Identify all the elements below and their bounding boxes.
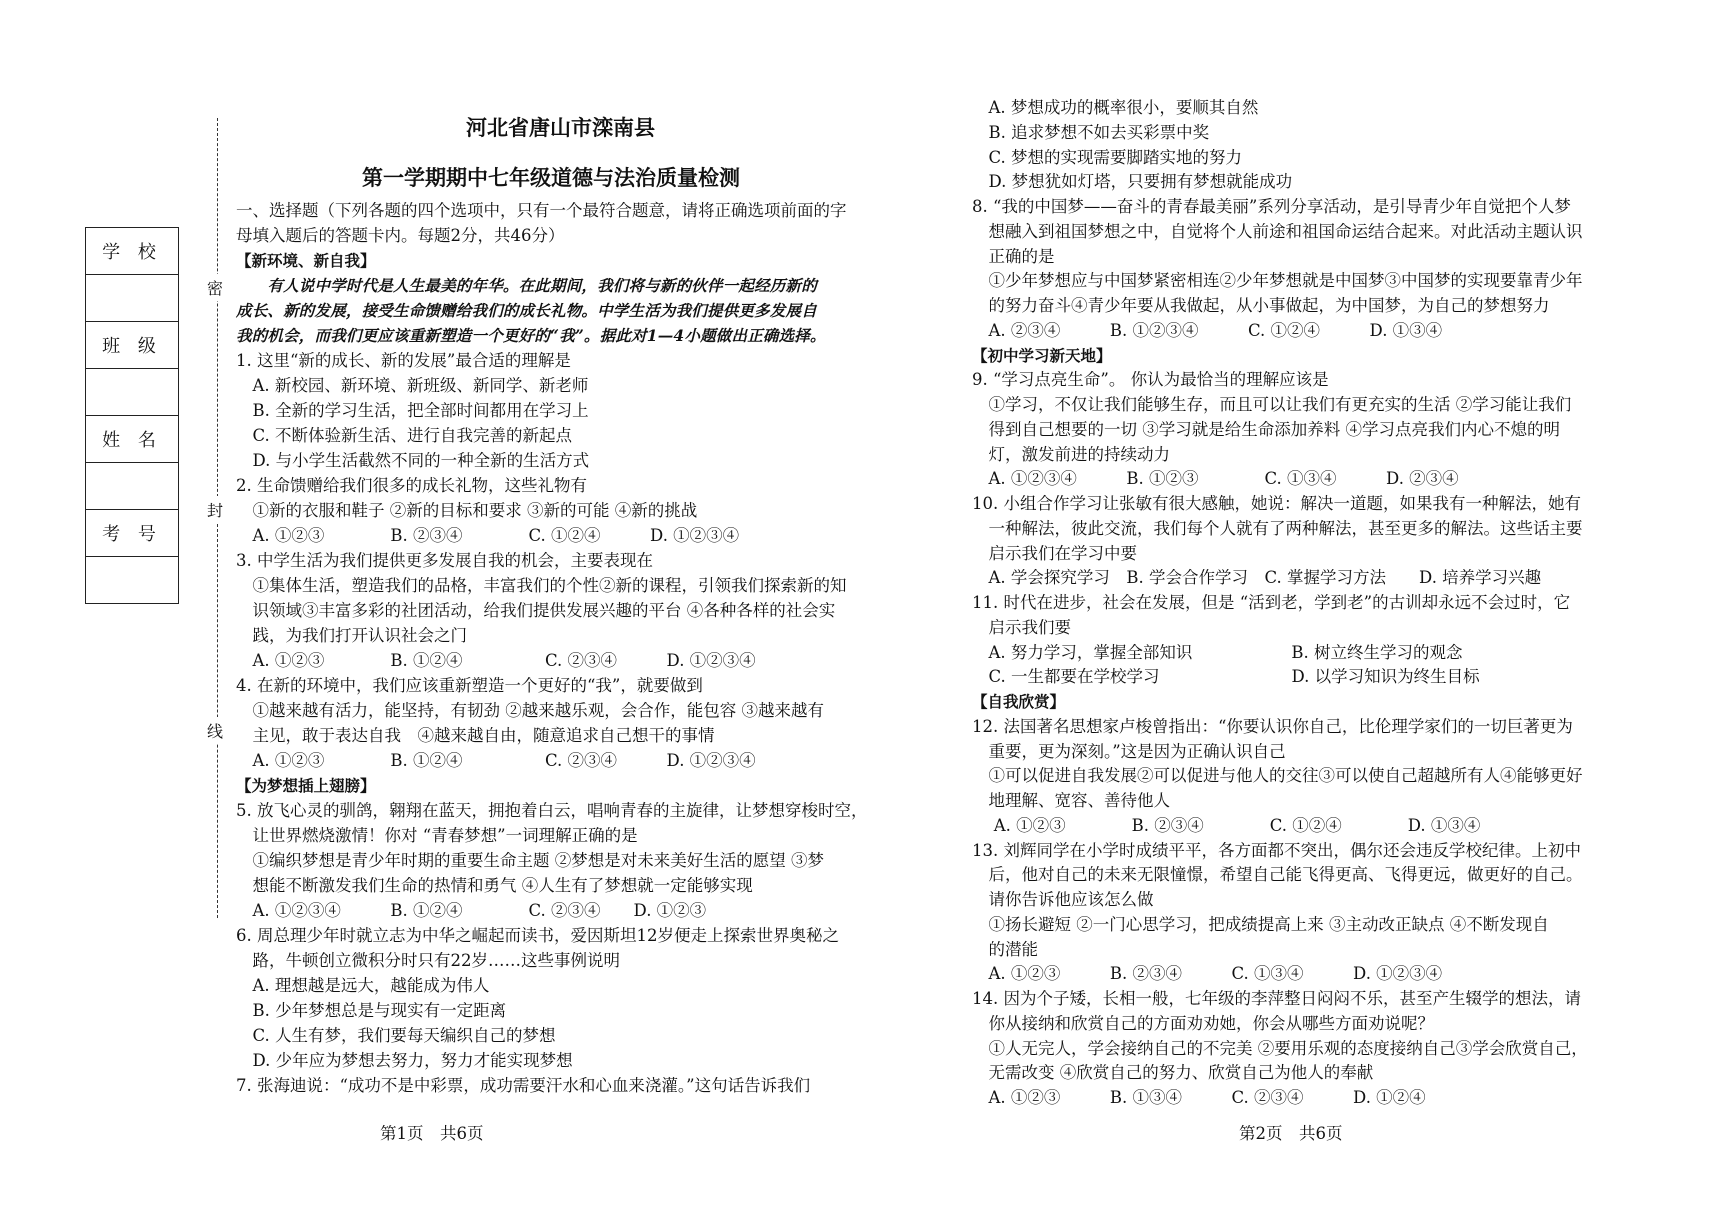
left-text-line: 5. 放飞心灵的驯鸽，翱翔在蓝天，拥抱着白云，唱响青春的主旋律，让梦想穿梭时空， xyxy=(236,801,868,820)
seal-char-xian: 线 xyxy=(207,717,223,744)
right-text-line: A. ①②③④ B. ①②③ C. ①③④ D. ②③④ xyxy=(972,469,1459,489)
left-text-line: 践，为我们打开认识社会之门 xyxy=(236,626,467,645)
info-cell-id-label: 考 号 xyxy=(86,510,178,557)
left-text-line: 我的机会，而我们更应该重新塑造一个更好的“我”。据此对1—4小题做出正确选择。 xyxy=(236,326,826,345)
left-text-line: A. 新校园、新环境、新班级、新同学、新老师 xyxy=(236,376,589,395)
right-text-line: 【自我欣赏】 xyxy=(972,693,1066,711)
left-text-line: C. 不断体验新生活、进行自我完善的新起点 xyxy=(236,426,573,445)
right-text-line: ①扬长避短 ②一门心思学习，把成绩提高上来 ③主动改正缺点 ④不断发现自 xyxy=(972,914,1549,934)
left-text-line: 让世界燃烧激情！你对 “青春梦想”一词理解正确的是 xyxy=(236,826,638,845)
left-text-line: C. 人生有梦，我们要每天编织自己的梦想 xyxy=(236,1026,556,1045)
right-text-line: C. 梦想的实现需要脚踏实地的努力 xyxy=(972,147,1243,167)
right-text-line: A. 梦想成功的概率很小，要顺其自然 xyxy=(972,98,1259,117)
info-cell-id-value[interactable] xyxy=(86,557,178,603)
left-text-line: A. 理想越是远大，越能成为伟人 xyxy=(236,976,490,995)
right-text-line: ①少年梦想应与中国梦紧密相连②少年梦想就是中国梦③中国梦的实现要靠青少年 xyxy=(972,271,1583,291)
page-title: 河北省唐山市滦南县 xyxy=(466,116,655,140)
left-text-line: A. ①②③④ B. ①②④ C. ②③④ D. ①②③ xyxy=(236,901,707,920)
right-text-line: A. 学会探究学习 B. 学会合作学习 C. 掌握学习方法 D. 培养学习兴趣 xyxy=(972,568,1542,588)
right-text-line: A. ①②③ B. ②③④ C. ①②④ D. ①③④ xyxy=(972,815,1481,835)
left-text-line: 路，牛顿创立微积分时只有22岁……这些事例说明 xyxy=(236,951,620,970)
left-text-line: 1. 这里“新的成长、新的发展”最合适的理解是 xyxy=(236,351,571,370)
left-text-line: 主见，敢于表达自我 ④越来越自由，随意追求自己想干的事情 xyxy=(236,726,715,745)
footer-left-page-number: 第1页 共6页 xyxy=(380,1124,484,1143)
right-text-line: 启示我们在学习中要 xyxy=(972,543,1137,563)
left-text-line: D. 与小学生活截然不同的一种全新的生活方式 xyxy=(236,451,590,470)
right-text-line: 得到自己想要的一切 ③学习就是给生命添加养料 ④学习点亮我们内心不熄的明 xyxy=(972,419,1560,439)
right-text-line: 的努力奋斗④青少年要从我做起，从小事做起，为中国梦，为自己的梦想努力 xyxy=(972,296,1550,315)
right-text-line: 请你告诉他应该怎么做 xyxy=(972,890,1154,909)
left-text-line: 【为梦想插上翅膀】 xyxy=(236,777,376,795)
right-text-line: 12. 法国著名思想家卢梭曾指出：“你要认识你自己，比伦理学家们的一切巨著更为 xyxy=(972,716,1573,736)
footer-right-page-number: 第2页 共6页 xyxy=(1239,1124,1343,1143)
right-text-line: 【初中学习新天地】 xyxy=(972,346,1112,365)
right-text-line: ①可以促进自我发展②可以促进与他人的交往③可以使自己超越所有人④能够更好 xyxy=(972,766,1583,786)
right-text-line: D. 梦想犹如灯塔，只要拥有梦想就能成功 xyxy=(972,172,1293,192)
left-text-line: 成长、新的发展，接受生命馈赠给我们的成长礼物。中学生活为我们提供更多发展自 xyxy=(236,301,817,320)
right-text-line: 启示我们要 xyxy=(972,617,1071,637)
info-cell-class-value[interactable] xyxy=(86,369,178,416)
left-text-line: ①编织梦想是青少年时期的重要生命主题 ②梦想是对未来美好生活的愿望 ③梦 xyxy=(236,851,824,870)
left-text-line: A. ①②③ B. ①②④ C. ②③④ D. ①②③④ xyxy=(236,651,756,670)
right-text-line: 后，他对自己的未来无限憧憬，希望自己能飞得更高、飞得更远，做更好的自己。 xyxy=(972,865,1583,885)
right-text-line: A. ①②③ B. ①③④ C. ②③④ D. ①②④ xyxy=(972,1088,1426,1107)
right-text-line: 10. 小组合作学习让张敏有很大感触，她说：解决一道题，如果我有一种解法，她有 xyxy=(972,494,1581,513)
right-text-line: 的潜能 xyxy=(972,939,1038,959)
left-text-line: A. ①②③ B. ①②④ C. ②③④ D. ①②③④ xyxy=(236,751,756,770)
left-text-line: D. 少年应为梦想去努力，努力才能实现梦想 xyxy=(236,1051,573,1070)
right-text-line: ①人无完人，学会接纳自己的不完美 ②要用乐观的态度接纳自己③学会欣赏自己， xyxy=(972,1038,1588,1058)
right-text-line: 14. 因为个子矮，长相一般，七年级的李萍整日闷闷不乐，甚至产生辍学的想法，请 xyxy=(972,989,1581,1008)
right-text-line: 13. 刘辉同学在小学时成绩平平，各方面都不突出，偶尔还会违反学校纪律。上初中 xyxy=(972,840,1581,860)
right-text-line: 一种解法，彼此交流，我们每个人就有了两种解法，甚至更多的解法。这些话主要 xyxy=(972,518,1583,538)
left-text-line: 4. 在新的环境中，我们应该重新塑造一个更好的“我”，就要做到 xyxy=(236,676,703,695)
left-text-line: B. 少年梦想总是与现实有一定距离 xyxy=(236,1001,507,1020)
left-text-line: ①越来越有活力，能坚持，有韧劲 ②越来越乐观，会合作，能包容 ③越来越有 xyxy=(236,701,824,720)
left-text-line: 一、选择题（下列各题的四个选项中，只有一个最符合题意，请将正确选项前面的字 xyxy=(236,201,847,220)
left-text-line: 2. 生命馈赠给我们很多的成长礼物，这些礼物有 xyxy=(236,476,587,495)
right-text-line: 想融入到祖国梦想之中，自觉将个人前途和祖国命运结合起来。对此活动主题认识 xyxy=(972,221,1583,241)
right-text-line: A. ①②③ B. ②③④ C. ①③④ D. ①②③④ xyxy=(972,964,1443,984)
left-text-line: 识领域③丰富多彩的社团活动，给我们提供发展兴趣的平台 ④各种各样的社会实 xyxy=(236,601,836,620)
page-subtitle: 第一学期期中七年级道德与法治质量检测 xyxy=(362,166,740,190)
right-text-line: 8. “我的中国梦——奋斗的青春最美丽”系列分享活动，是引导青少年自觉把个人梦 xyxy=(972,197,1571,216)
student-info-table xyxy=(85,227,179,604)
right-text-line: A. 努力学习，掌握全部知识 B. 树立终生学习的观念 xyxy=(972,642,1463,662)
right-text-line: 正确的是 xyxy=(972,246,1055,266)
left-text-line: 【新环境、新自我】 xyxy=(236,252,376,270)
left-text-line: 7. 张海迪说：“成功不是中彩票，成功需要汗水和心血来浇灌。”这句话告诉我们 xyxy=(236,1076,811,1095)
info-cell-school-value[interactable] xyxy=(86,275,178,322)
right-text-line: B. 追求梦想不如去买彩票中奖 xyxy=(972,122,1210,142)
left-text-line: ①新的衣服和鞋子 ②新的目标和要求 ③新的可能 ④新的挑战 xyxy=(236,501,698,520)
left-text-line: 6. 周总理少年时就立志为中华之崛起而读书，爱因斯坦12岁便走上探索世界奥秘之 xyxy=(236,926,839,945)
right-text-line: 9. “学习点亮生命”。 你认为最恰当的理解应该是 xyxy=(972,370,1329,390)
right-text-line: 灯，激发前进的持续动力 xyxy=(972,444,1170,464)
right-text-line: 重要，更为深刻。”这是因为正确认识自己 xyxy=(972,741,1286,761)
info-cell-name-label: 姓 名 xyxy=(86,416,178,463)
right-text-line: 无需改变 ④欣赏自己的努力、欣赏自己为他人的奉献 xyxy=(972,1063,1374,1083)
right-text-line: 你从接纳和欣赏自己的方面劝劝她，你会从哪些方面劝说呢？ xyxy=(972,1013,1434,1033)
info-cell-class-label: 班 级 xyxy=(86,322,178,369)
left-text-line: 想能不断激发我们生命的热情和勇气 ④人生有了梦想就一定能够实现 xyxy=(236,876,753,895)
right-text-line: 地理解、宽容、善待他人 xyxy=(972,791,1170,810)
left-text-line: A. ①②③ B. ②③④ C. ①②④ D. ①②③④ xyxy=(236,526,740,545)
seal-char-mi: 密 xyxy=(207,274,223,301)
info-cell-name-value[interactable] xyxy=(86,463,178,510)
seal-char-feng: 封 xyxy=(207,496,223,523)
left-text-line: 3. 中学生活为我们提供更多发展自我的机会，主要表现在 xyxy=(236,551,653,570)
left-text-line: ①集体生活，塑造我们的品格，丰富我们的个性②新的课程，引领我们探索新的知 xyxy=(236,576,847,595)
right-text-line: A. ②③④ B. ①②③④ C. ①②④ D. ①③④ xyxy=(972,320,1443,340)
right-text-line: ①学习，不仅让我们能够生存，而且可以让我们有更充实的生活 ②学习能让我们 xyxy=(972,395,1572,414)
right-text-line: 11. 时代在进步，社会在发展，但是 “活到老，学到老”的古训却永远不会过时，它 xyxy=(972,593,1571,612)
left-text-line: B. 全新的学习生活，把全部时间都用在学习上 xyxy=(236,401,589,420)
left-text-line: 母填入题后的答题卡内。每题2分，共46分） xyxy=(236,226,565,245)
right-text-line: C. 一生都要在学校学习 D. 以学习知识为终生目标 xyxy=(972,667,1480,687)
left-text-line: 有人说中学时代是人生最美的年华。在此期间，我们将与新的伙伴一起经历新的 xyxy=(236,276,817,295)
info-cell-school-label: 学 校 xyxy=(86,228,178,275)
